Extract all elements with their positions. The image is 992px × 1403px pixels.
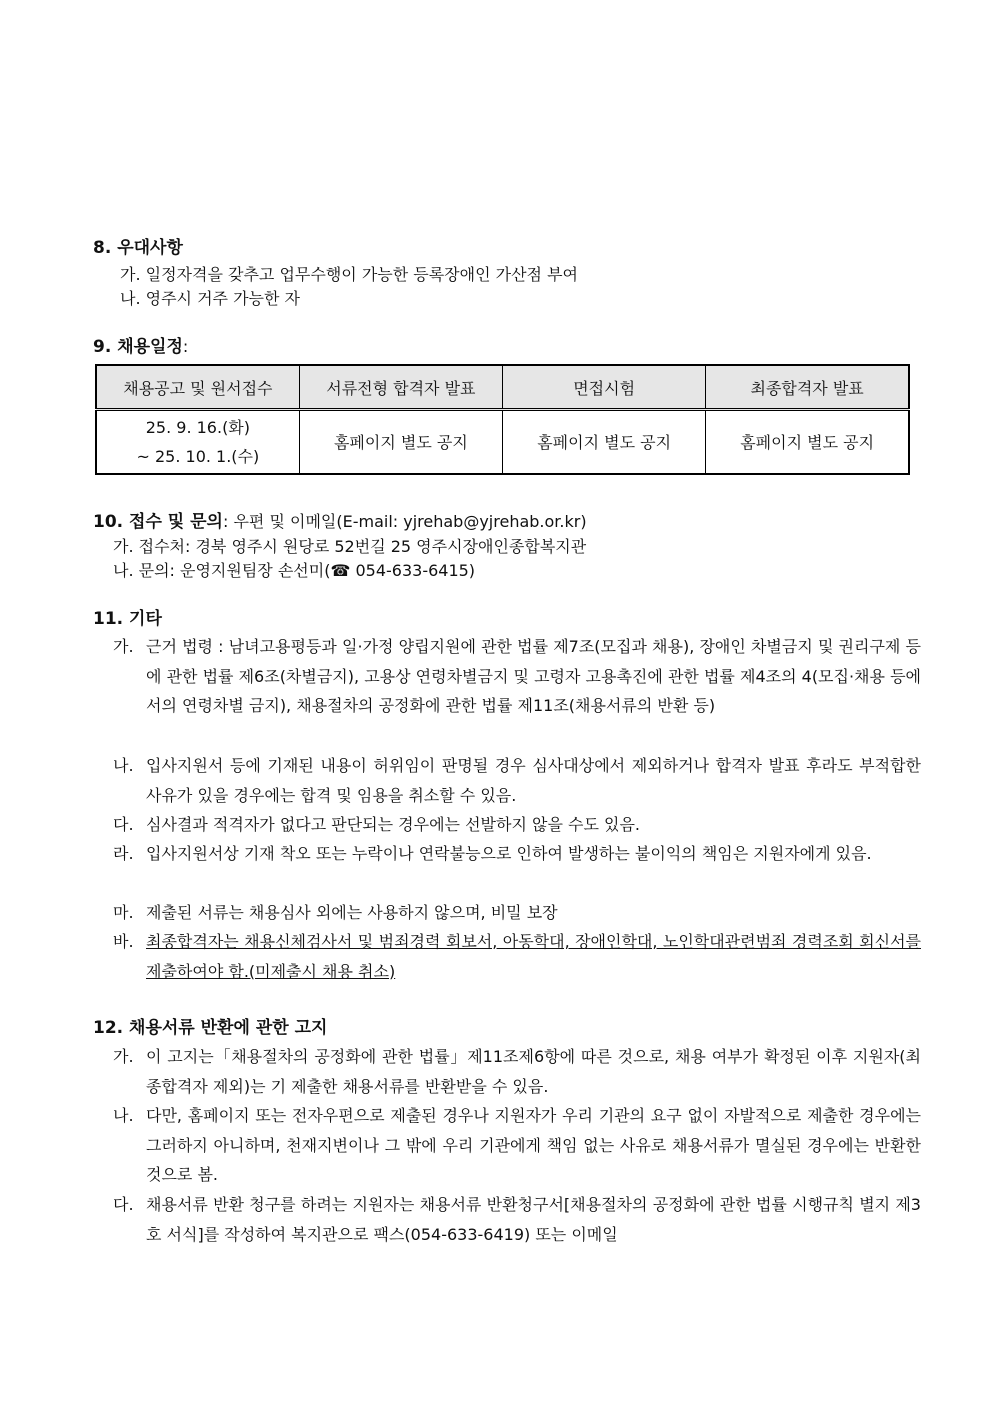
- section-12-title: 12. 채용서류 반환에 관한 고지: [93, 1018, 328, 1038]
- section-10-contact: : 우편 및 이메일(E-mail: yjrehab@yjrehab.or.kr): [222, 512, 587, 531]
- schedule-cell: 홈페이지 별도 공지: [299, 410, 502, 475]
- item-text: 제출된 서류는 채용심사 외에는 사용하지 않으며, 비밀 보장: [146, 903, 558, 922]
- section-11-item: [113, 810, 921, 840]
- item-text: 다만, 홈페이지 또는 전자우편으로 제출된 경우나 지원자가 우리 기관의 요구 없이 자발적으로 제출한 경우에는 그러하지 아니하며, 천재지변이나 그 밖에 우리 기관에게 책임 없는 사유로 채용서류가 멸실된 경우에는 반환한 것으로 봄.: [146, 1106, 921, 1184]
- item-text-underlined: 최종합격자는 채용신체검사서 및 범죄경력 회보서, 아동학대, 장애인학대, 노인학대관련범죄 경력조회 회신서를 제출하여야 함.(미제출시 채용 취소): [146, 932, 921, 981]
- item-text: 근거 법령 : 남녀고용평등과 일·가정 양립지원에 관한 법률 제7조(모집과 채용), 장애인 차별금지 및 권리구제 등에 관한 법률 제6조(차별금지), 고용상 연령차별금지 및 고령자 고용촉진에 관한 법률 제4조의 4(모집·채용 등에서의 연령차별 금지), 채용절차의 공정화에 관한 법률 제11조(채용서류의 반환 등): [146, 637, 921, 715]
- section-12-item: [113, 1101, 921, 1190]
- item-marker: 나.: [113, 756, 134, 775]
- schedule-header-cell: 서류전형 합격자 발표: [299, 365, 502, 410]
- item-text: 채용서류 반환 청구를 하려는 지원자는 채용서류 반환청구서[채용절차의 공정화에 관한 법률 시행규칙 별지 제3호 서식]를 작성하여 복지관으로 팩스(054-633-6419) 또는 이메일: [146, 1195, 921, 1244]
- schedule-header-cell: 채용공고 및 원서접수: [96, 365, 299, 410]
- section-9-title: 9. 채용일정: [93, 337, 183, 357]
- item-marker: 바.: [113, 932, 134, 951]
- schedule-period-start: 25. 9. 16.(화): [145, 418, 251, 437]
- item-marker: 가.: [113, 1047, 134, 1066]
- item-marker: 다.: [113, 1195, 134, 1214]
- section-12-item: [113, 1190, 921, 1249]
- section-9-title-wrap: [93, 335, 188, 359]
- item-marker: 마.: [113, 903, 134, 922]
- item-text: 이 고지는「채용절차의 공정화에 관한 법률」제11조제6항에 따른 것으로, 채용 여부가 확정된 이후 지원자(최종합격자 제외)는 기 제출한 채용서류를 반환받을 수 있음.: [146, 1047, 921, 1096]
- section-8-item-1: 가. 일정자격을 갖추고 업무수행이 가능한 등록장애인 가산점 부여: [120, 265, 579, 284]
- section-8-title: 8. 우대사항: [93, 238, 183, 258]
- schedule-body-row: [96, 410, 909, 475]
- section-11-item: [113, 632, 921, 721]
- schedule-cell: 홈페이지 별도 공지: [503, 410, 706, 475]
- schedule-period-end: ~ 25. 10. 1.(수): [136, 447, 260, 466]
- schedule-cell: 홈페이지 별도 공지: [706, 410, 909, 475]
- item-marker: 나.: [113, 1106, 134, 1125]
- schedule-header-row: [96, 365, 909, 410]
- schedule-header-cell: 면접시험: [503, 365, 706, 410]
- section-11-item: [113, 898, 921, 928]
- section-10-item-1: 가. 접수처: 경북 영주시 원당로 52번길 25 영주시장애인종합복지관: [113, 537, 587, 556]
- schedule-header-cell: 최종합격자 발표: [706, 365, 909, 410]
- section-11-title: 11. 기타: [93, 609, 162, 629]
- item-marker: 다.: [113, 815, 134, 834]
- section-10-title: 10. 접수 및 문의: [93, 512, 223, 532]
- item-text: 입사지원서상 기재 착오 또는 누락이나 연락불능으로 인하여 발생하는 불이익의 책임은 지원자에게 있음.: [146, 844, 872, 863]
- item-marker: 라.: [113, 844, 134, 863]
- section-11-item: [113, 839, 921, 869]
- schedule-table: [95, 364, 910, 475]
- item-text: 심사결과 적격자가 없다고 판단되는 경우에는 선발하지 않을 수도 있음.: [146, 815, 640, 834]
- section-11-item: [113, 927, 921, 986]
- section-12-item: [113, 1042, 921, 1101]
- item-text: 입사지원서 등에 기재된 내용이 허위임이 판명될 경우 심사대상에서 제외하거나 합격자 발표 후라도 부적합한 사유가 있을 경우에는 합격 및 임용을 취소할 수 있음.: [146, 756, 921, 805]
- item-marker: 가.: [113, 637, 134, 656]
- section-8-item-2: 나. 영주시 거주 가능한 자: [120, 289, 300, 308]
- section-10-title-wrap: [93, 510, 587, 534]
- section-11-item: [113, 751, 921, 810]
- section-9-colon: :: [182, 337, 189, 356]
- schedule-cell-period: [96, 410, 299, 475]
- section-10-item-2: 나. 문의: 운영지원팀장 손선미(☎ 054-633-6415): [113, 561, 476, 580]
